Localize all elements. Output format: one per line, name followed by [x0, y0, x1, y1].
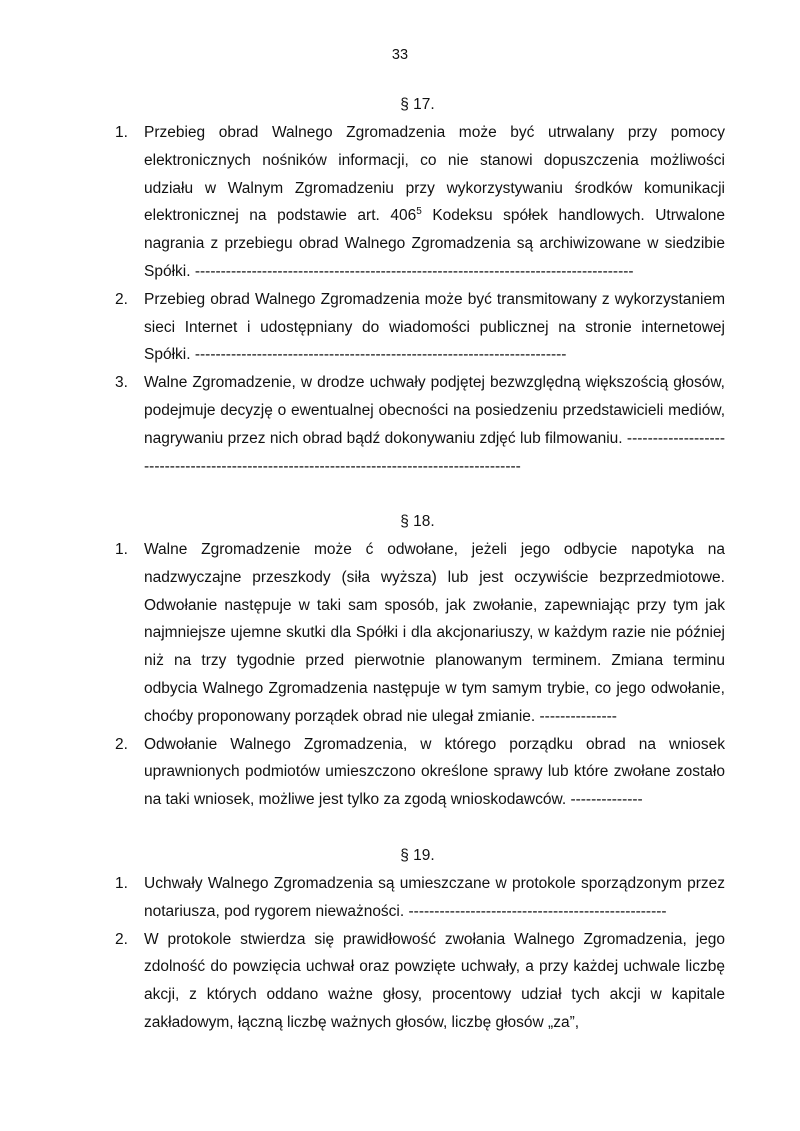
- section-heading: § 19.: [400, 847, 435, 864]
- section-18: [110, 512, 725, 814]
- paragraph-item: [110, 369, 725, 480]
- item-text-cont: Kodeksu spółek handlowych. Utrwalone nagrania z przebiegu obrad Walnego Zgromadzenia są archiwizowane w siedzibie Spółki. -------------------------------------------------------------------------------------: [144, 207, 725, 280]
- item-number: 2.: [115, 290, 128, 308]
- section-heading: § 18.: [400, 513, 435, 530]
- item-text: Walne Zgromadzenie, w drodze uchwały podjętej bezwzględną większością głosów, podejmuje decyzję o ewentualnej obecności na posiedzeniu przedstawicieli mediów, nagrywaniu przez nich obrad bądź dokonywaniu zdjęć lub filmowaniu. --------------------------------------------------------------------------------------------: [144, 374, 725, 475]
- paragraph-item: [110, 119, 725, 286]
- item-number: 2.: [115, 735, 128, 753]
- item-number: 3.: [115, 374, 128, 392]
- item-number: 2.: [115, 930, 128, 948]
- paragraph-item: [110, 926, 725, 1037]
- item-text: W protokole stwierdza się prawidłowość zwołania Walnego Zgromadzenia, jego zdolność do powzięcia uchwał oraz powzięte uchwały, a przy każdej uchwale liczbę akcji, z których oddano ważne głosy, procentowy udział tych akcji w kapitale zakładowym, łączną liczbę ważnych głosów, liczbę głosów „za”,: [144, 930, 725, 1031]
- item-text: Uchwały Walnego Zgromadzenia są umieszczane w protokole sporządzonym przez notariusza, pod rygorem nieważności. --------------------------------------------------: [144, 875, 725, 920]
- item-number: 1.: [115, 124, 128, 141]
- item-text: Walne Zgromadzenie może ć odwołane, jeżeli jego odbycie napotyka na nadzwyczajne przeszkody (siła wyższa) lub jest oczywiście bezprzedmiotowe. Odwołanie następuje w taki sam sposób, jak zwołanie, zapewniając przy tym jak najmniejsze ujemne skutki dla Spółki i dla akcjonariuszy, w każdym razie nie później niż na trzy tygodnie przed pierwotnie planowanym terminem. Zmiana terminu odbycia Walnego Zgromadzenia następuje w tym samym trybie, co jego odwołanie, choćby proponowany porządek obrad nie ulegał zmianie. ---------------: [144, 541, 725, 725]
- section-19: [110, 846, 725, 1037]
- item-text: Przebieg obrad Walnego Zgromadzenia może być transmitowany z wykorzystaniem sieci Internet i udostępniany do wiadomości publicznej na stronie internetowej Spółki. ------------------------------------------------------------------------: [144, 290, 725, 364]
- section-17: [110, 95, 725, 480]
- section-heading: § 17.: [400, 96, 435, 113]
- page-number: 33: [391, 47, 409, 63]
- paragraph-item: [110, 731, 725, 814]
- item-text: Odwołanie Walnego Zgromadzenia, w którego porządku obrad na wniosek uprawnionych podmiotów umieszczono określone sprawy lub które zwołane zostało na taki wniosek, możliwe jest tylko za zgodą wnioskodawców. --------------: [144, 735, 725, 809]
- paragraph-item: [110, 870, 725, 926]
- paragraph-item: [110, 536, 725, 731]
- item-number: 1.: [115, 875, 128, 892]
- item-text: Przebieg obrad Walnego Zgromadzenia może być utrwalany przy pomocy elektronicznych nośników informacji, co nie stanowi dopuszczenia możliwości udziału w Walnym Zgromadzeniu przy wykorzystywaniu środków komunikacji elektronicznej na podstawie art. 406: [144, 124, 725, 225]
- superscript: 5: [416, 206, 422, 218]
- paragraph-item: [110, 286, 725, 369]
- item-number: 1.: [115, 541, 128, 558]
